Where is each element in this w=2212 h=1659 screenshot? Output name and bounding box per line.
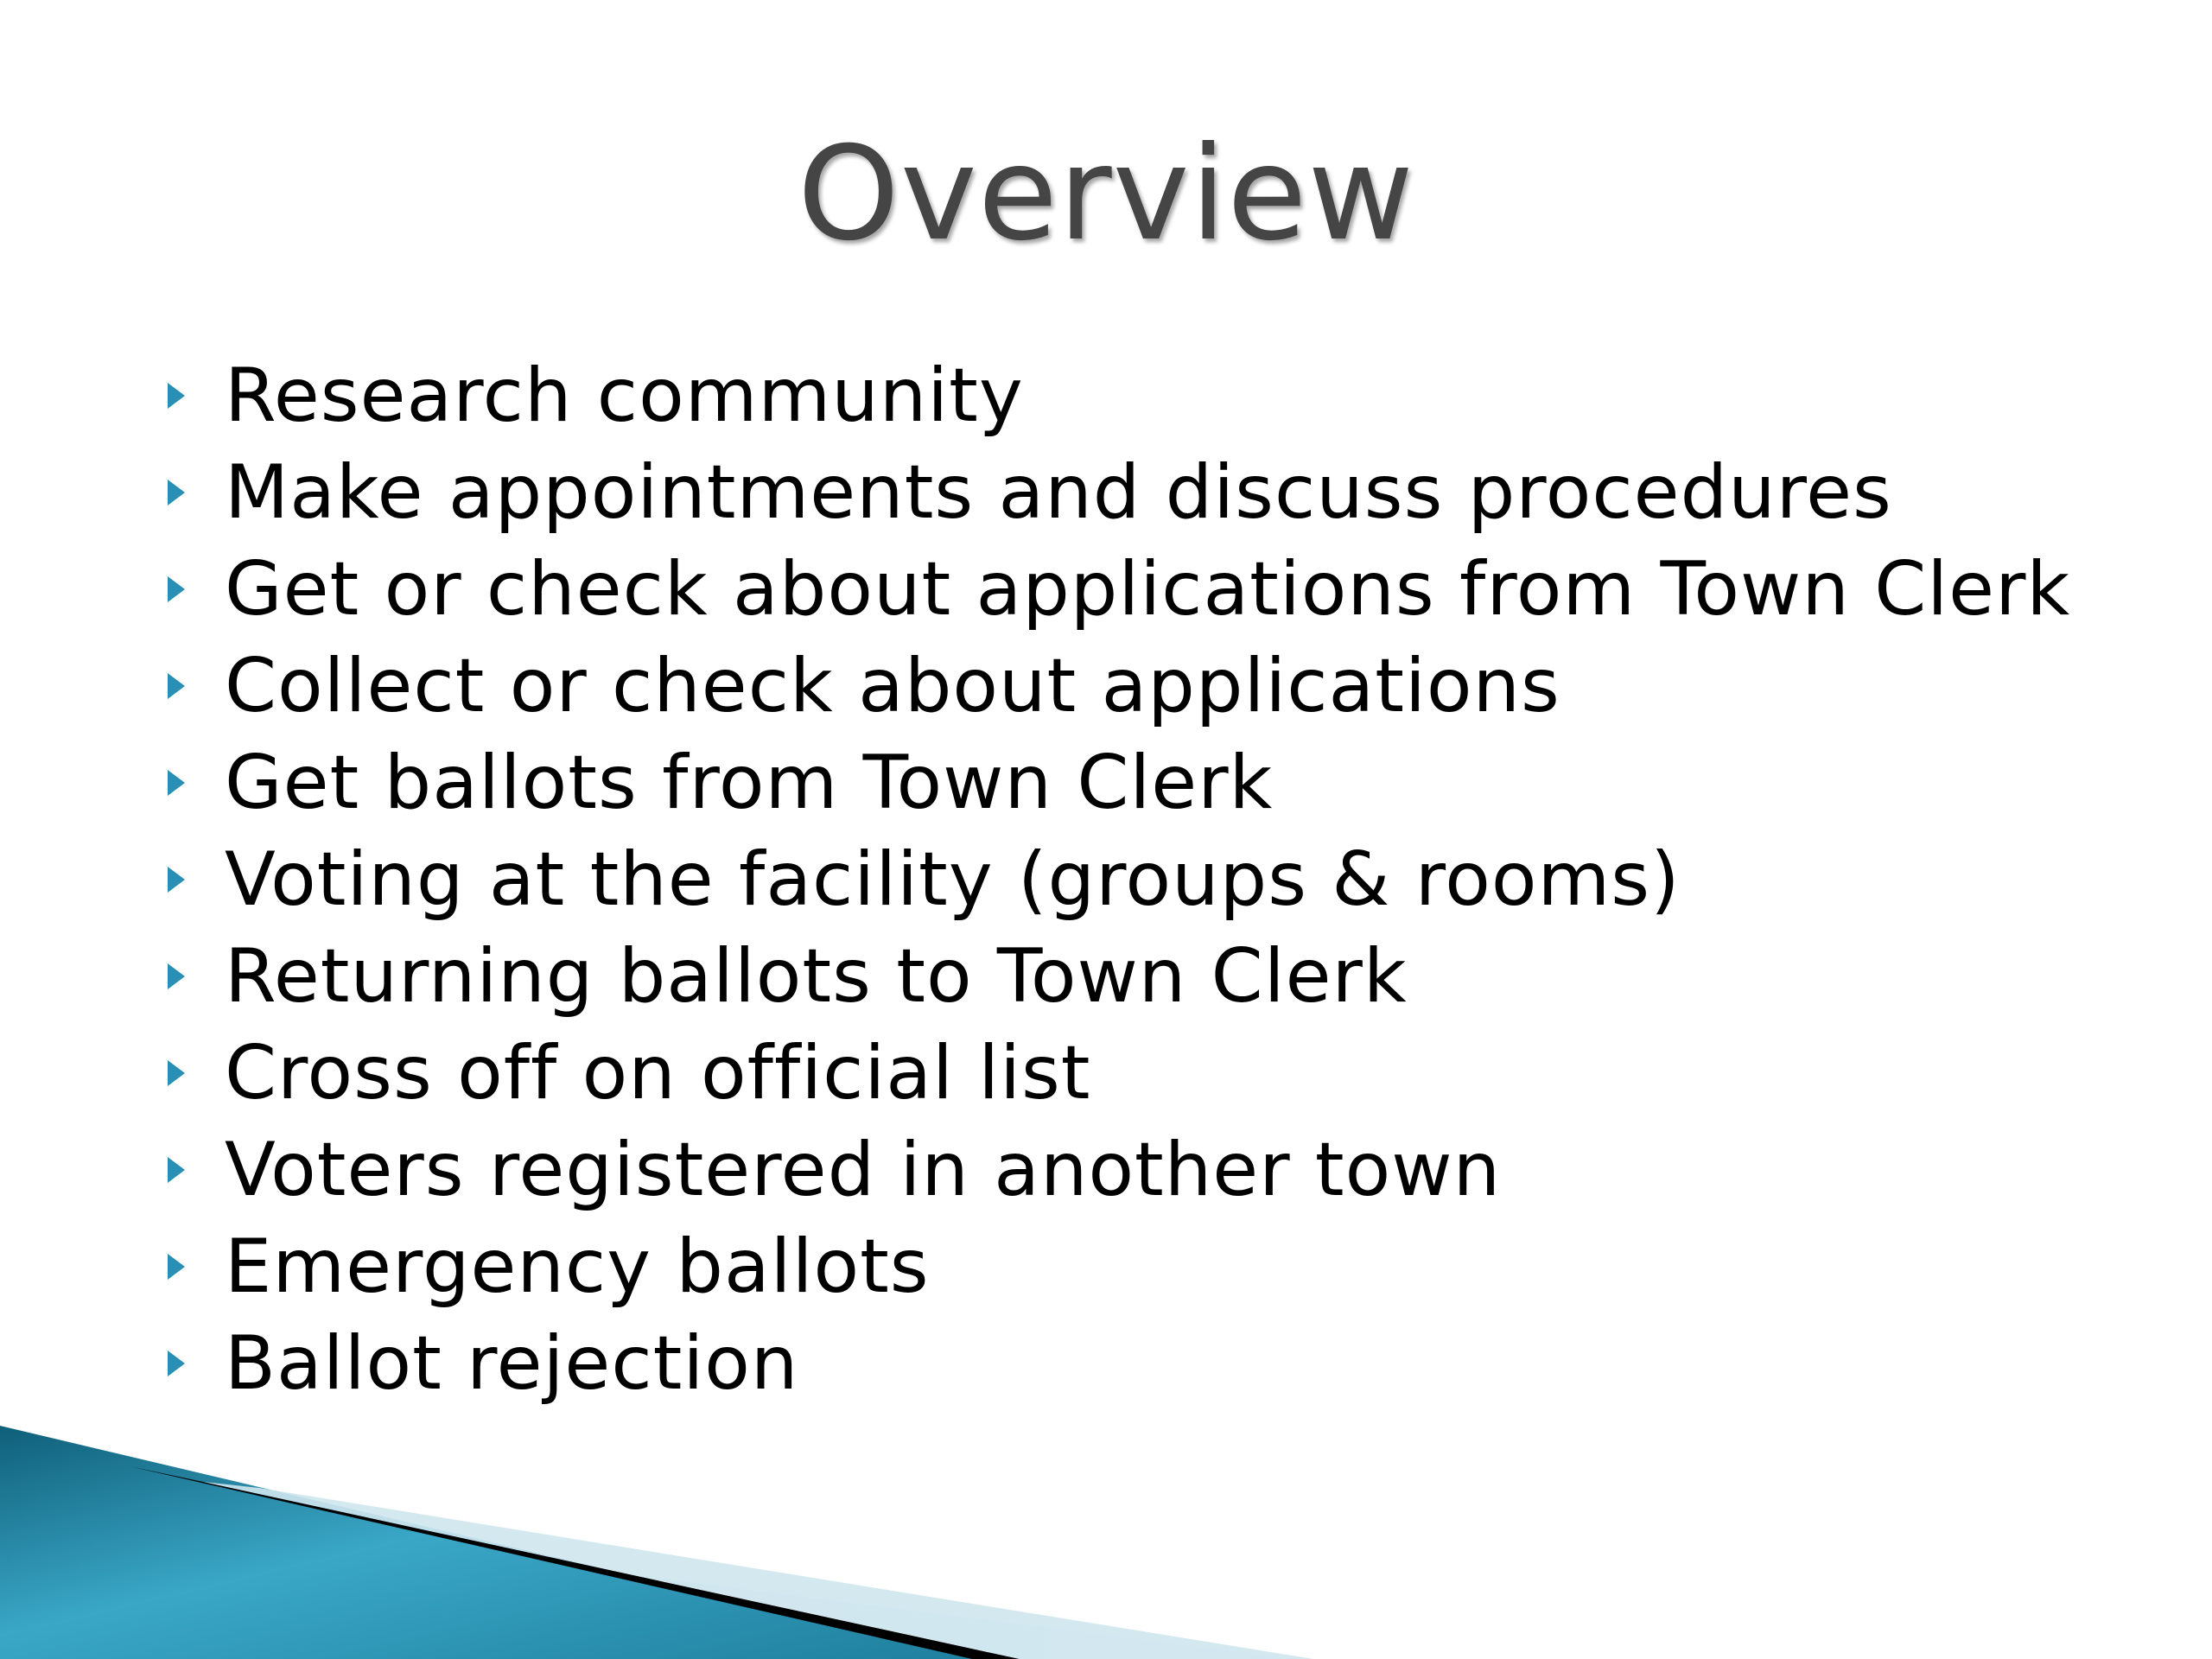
list-item	[147, 638, 2070, 734]
triangle-right-icon	[168, 1060, 185, 1086]
bullet-text: Cross off on official list	[225, 1030, 1091, 1116]
bullet-text: Get or check about applications from Town Clerk	[225, 546, 2071, 632]
list-item	[147, 541, 2070, 638]
bullet-text: Research community	[225, 353, 1024, 439]
triangle-right-icon	[168, 1157, 185, 1183]
list-item	[147, 734, 2070, 831]
triangle-right-icon	[168, 480, 185, 505]
bullet-text: Ballot rejection	[225, 1320, 799, 1407]
list-item	[147, 1122, 2070, 1218]
triangle-right-icon	[168, 867, 185, 893]
bullet-list	[147, 347, 2070, 1412]
bullet-text: Emergency ballots	[225, 1224, 930, 1310]
triangle-right-icon	[168, 1254, 185, 1280]
corner-wave-decoration	[0, 1382, 2212, 1659]
bullet-text: Make appointments and discuss procedures	[225, 449, 1892, 536]
triangle-right-icon	[168, 770, 185, 796]
bullet-text: Get ballots from Town Clerk	[225, 740, 1274, 826]
triangle-right-icon	[168, 576, 185, 602]
slide-title: Overview	[797, 119, 1415, 270]
list-item	[147, 444, 2070, 541]
triangle-right-icon	[168, 1351, 185, 1376]
bullet-text: Returning ballots to Town Clerk	[225, 933, 1408, 1020]
bullet-text: Voters registered in another town	[225, 1127, 1502, 1213]
triangle-right-icon	[168, 963, 185, 989]
list-item	[147, 347, 2070, 444]
bullet-text: Voting at the facility (groups & rooms)	[225, 836, 1681, 923]
triangle-right-icon	[168, 673, 185, 699]
list-item	[147, 1218, 2070, 1315]
list-item	[147, 831, 2070, 928]
list-item	[147, 1025, 2070, 1122]
bullet-text: Collect or check about applications	[225, 643, 1560, 729]
list-item	[147, 928, 2070, 1025]
triangle-right-icon	[168, 383, 185, 409]
